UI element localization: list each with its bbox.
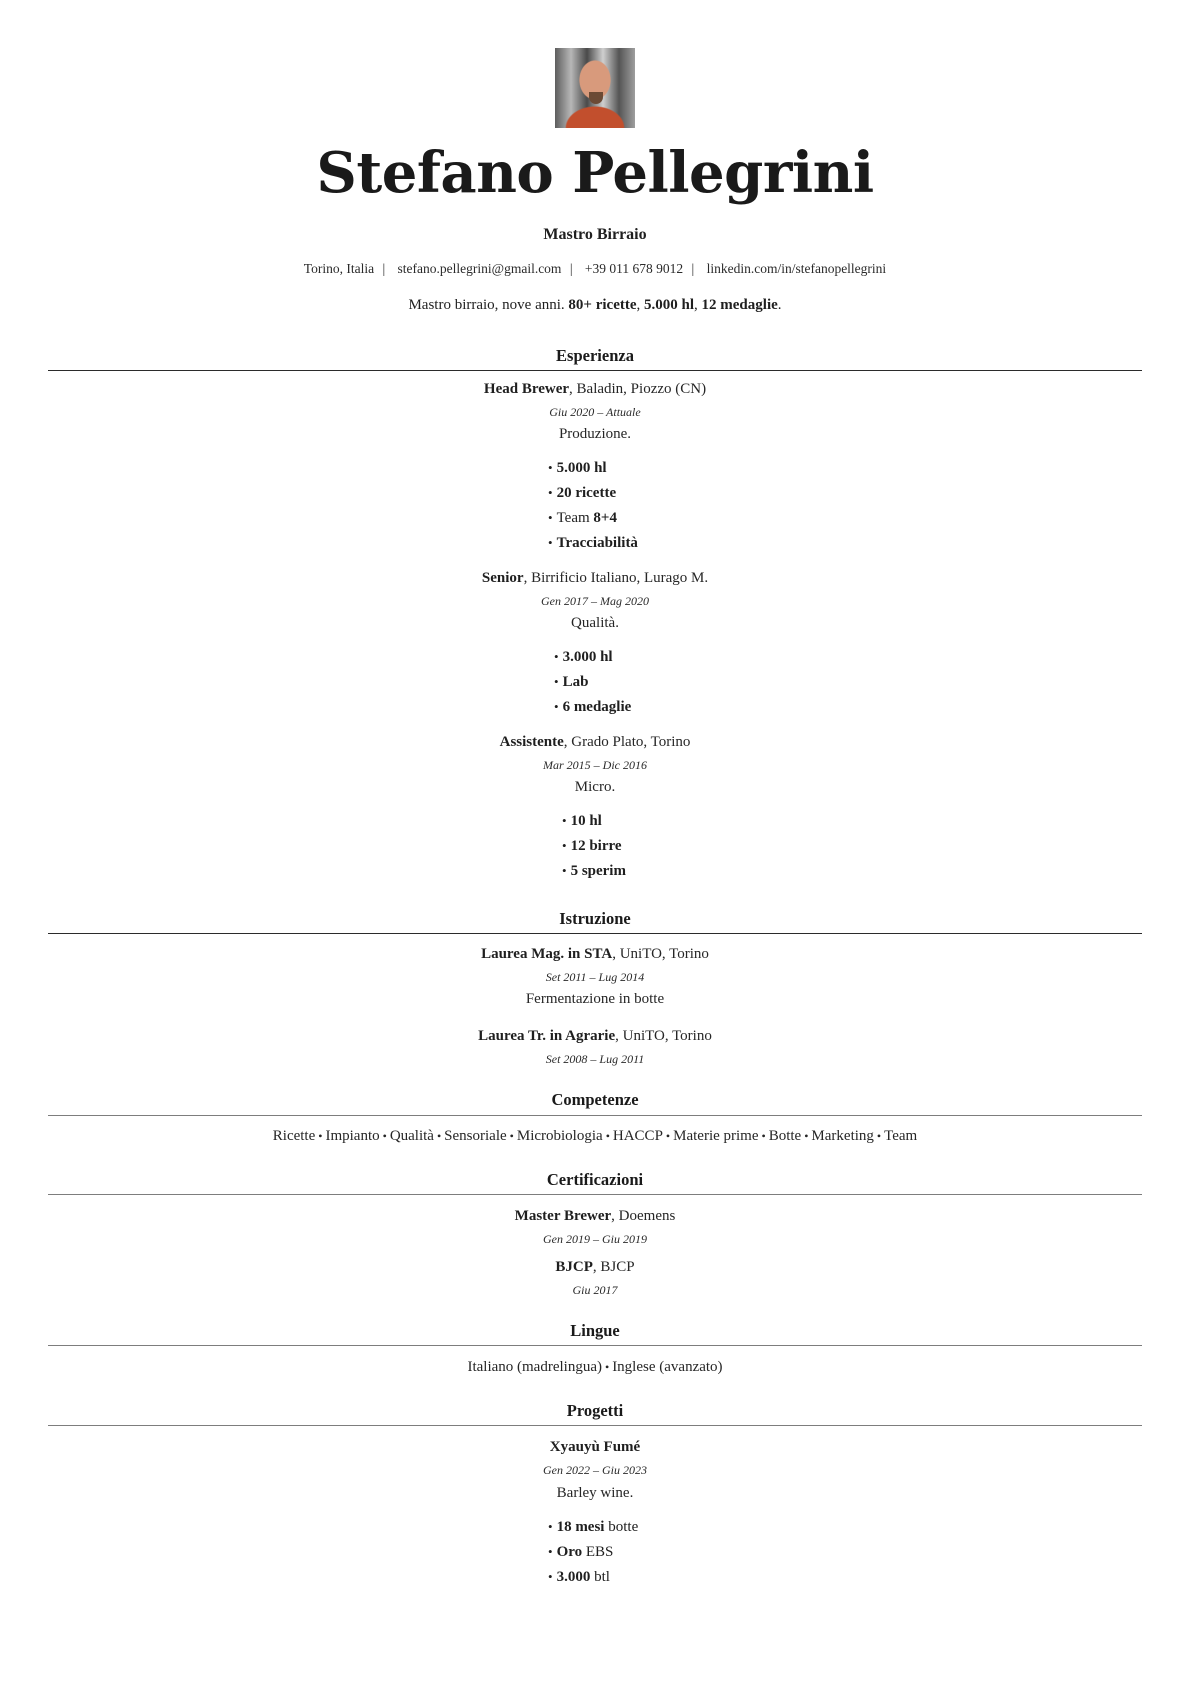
bullet-item: • 5.000 hl [548,458,638,483]
section-divider [48,1194,1142,1195]
bullet-item: • Oro EBS [548,1542,638,1567]
section-divider [48,1115,1142,1116]
separator: • [876,1129,882,1143]
summary [0,297,1190,314]
organization: , Baladin, Piozzo (CN) [569,381,707,397]
skill-item: Marketing [811,1128,874,1144]
organization: , Birrificio Italiano, Lurago M. [523,570,709,586]
bullet-item: • 5 sperim [562,861,626,886]
language-item: Italiano (madrelingua) [467,1359,602,1375]
separator: • [665,1129,671,1143]
separator: | [382,261,386,276]
organization: , Doemens [611,1208,676,1224]
bullet-item: • 6 medaglie [554,697,631,722]
summary-text: , [636,297,645,313]
date-range: Gen 2019 – Giu 2019 [543,1232,647,1246]
experience-heading [0,734,1190,751]
bullet-item: • 12 birre [562,836,626,861]
skill-item: HACCP [612,1128,663,1144]
summary-text: . [777,297,782,313]
summary-text: , [694,297,702,313]
section-divider [48,370,1142,371]
bullet-item: • Team 8+4 [548,508,638,533]
separator: • [382,1129,387,1143]
section-title-certifications: Certificazioni [546,1170,644,1189]
role: Assistente [499,734,564,750]
date-range: Gen 2022 – Giu 2023 [543,1463,647,1477]
email-link[interactable]: stefano.pellegrini@gmail.com [397,261,562,276]
degree: Laurea Mag. in STA [481,946,613,962]
skill-item: Materie prime [673,1128,759,1144]
bullet-list [562,811,626,886]
bullet-item: • 20 ricette [548,483,638,508]
skill-item: Qualità [389,1128,434,1144]
date-range: Set 2008 – Lug 2011 [545,1052,645,1066]
section-title-languages: Lingue [570,1321,620,1340]
languages-list [0,1359,1190,1376]
separator: • [318,1129,323,1143]
bullet-item: • 3.000 btl [548,1567,638,1592]
phone[interactable]: +39 011 678 9012 [584,261,684,276]
organization: , Grado Plato, Torino [563,734,691,750]
degree: Laurea Tr. in Agrarie [478,1028,616,1044]
job-title: Mastro Birraio [543,226,647,243]
bullet-item: • 10 hl [562,811,626,836]
skill-item: Impianto [325,1128,380,1144]
separator: • [509,1129,514,1143]
separator: • [436,1129,442,1143]
bullet-list [554,647,631,722]
avatar [555,48,635,128]
skill-item: Microbiologia [516,1128,603,1144]
certification-heading [0,1259,1190,1276]
organization: , UniTO, Torino [612,946,709,962]
summary-highlight: 12 medaglie [701,297,778,313]
skill-item: Team [884,1128,918,1144]
skills-list [0,1128,1190,1145]
role: Head Brewer [483,381,570,397]
education-heading [0,946,1190,963]
date-range: Gen 2017 – Mag 2020 [541,594,649,608]
section-title-projects: Progetti [566,1401,624,1420]
education-heading [0,1028,1190,1045]
bullet-item: • Lab [554,672,631,697]
experience-heading [0,381,1190,398]
separator: • [604,1360,610,1374]
organization: , UniTO, Torino [615,1028,712,1044]
summary-highlight: 80+ ricette [568,297,637,313]
description: Micro. [574,779,616,795]
separator: | [569,261,573,276]
date-range: Giu 2020 – Attuale [549,405,641,419]
section-title-education: Istruzione [559,909,631,928]
organization: , BJCP [592,1259,635,1275]
separator: • [605,1129,610,1143]
avatar-beard [589,92,603,104]
certification-heading [0,1208,1190,1225]
section-divider [48,1425,1142,1426]
summary-highlight: 5.000 hl [644,297,695,313]
bullet-item: • 3.000 hl [554,647,631,672]
date-range: Set 2011 – Lug 2014 [545,970,645,984]
experience-heading [0,570,1190,587]
linkedin-link[interactable]: linkedin.com/in/stefanopellegrini [706,261,887,276]
description: Qualità. [571,615,619,631]
candidate-name: Stefano Pellegrini [316,140,874,206]
description: Fermentazione in botte [525,991,665,1007]
date-range: Giu 2017 [572,1283,618,1297]
section-divider [48,933,1142,934]
certification-name: Master Brewer [514,1208,612,1224]
section-divider [48,1345,1142,1346]
skill-item: Ricette [272,1128,316,1144]
bullet-item: • Tracciabilità [548,533,638,558]
skill-item: Botte [768,1128,802,1144]
separator: | [691,261,695,276]
summary-text: Mastro birraio, nove anni. [408,297,569,313]
description: Produzione. [558,426,632,442]
project-name: Xyauyù Fumé [549,1439,641,1455]
bullet-list [548,1517,638,1592]
date-range: Mar 2015 – Dic 2016 [543,758,647,772]
project-heading [0,1439,1190,1456]
bullet-item: • 18 mesi botte [548,1517,638,1542]
description: Barley wine. [556,1485,634,1501]
separator: • [761,1129,766,1143]
contact-line [0,261,1190,277]
separator: • [804,1129,809,1143]
role: Senior [481,570,524,586]
language-item: Inglese (avanzato) [612,1359,723,1375]
skill-item: Sensoriale [444,1128,507,1144]
section-title-skills: Competenze [551,1090,639,1109]
location: Torino, Italia [303,261,375,276]
section-title-experience: Esperienza [556,346,634,365]
bullet-list [548,458,638,558]
certification-name: BJCP [555,1259,593,1275]
